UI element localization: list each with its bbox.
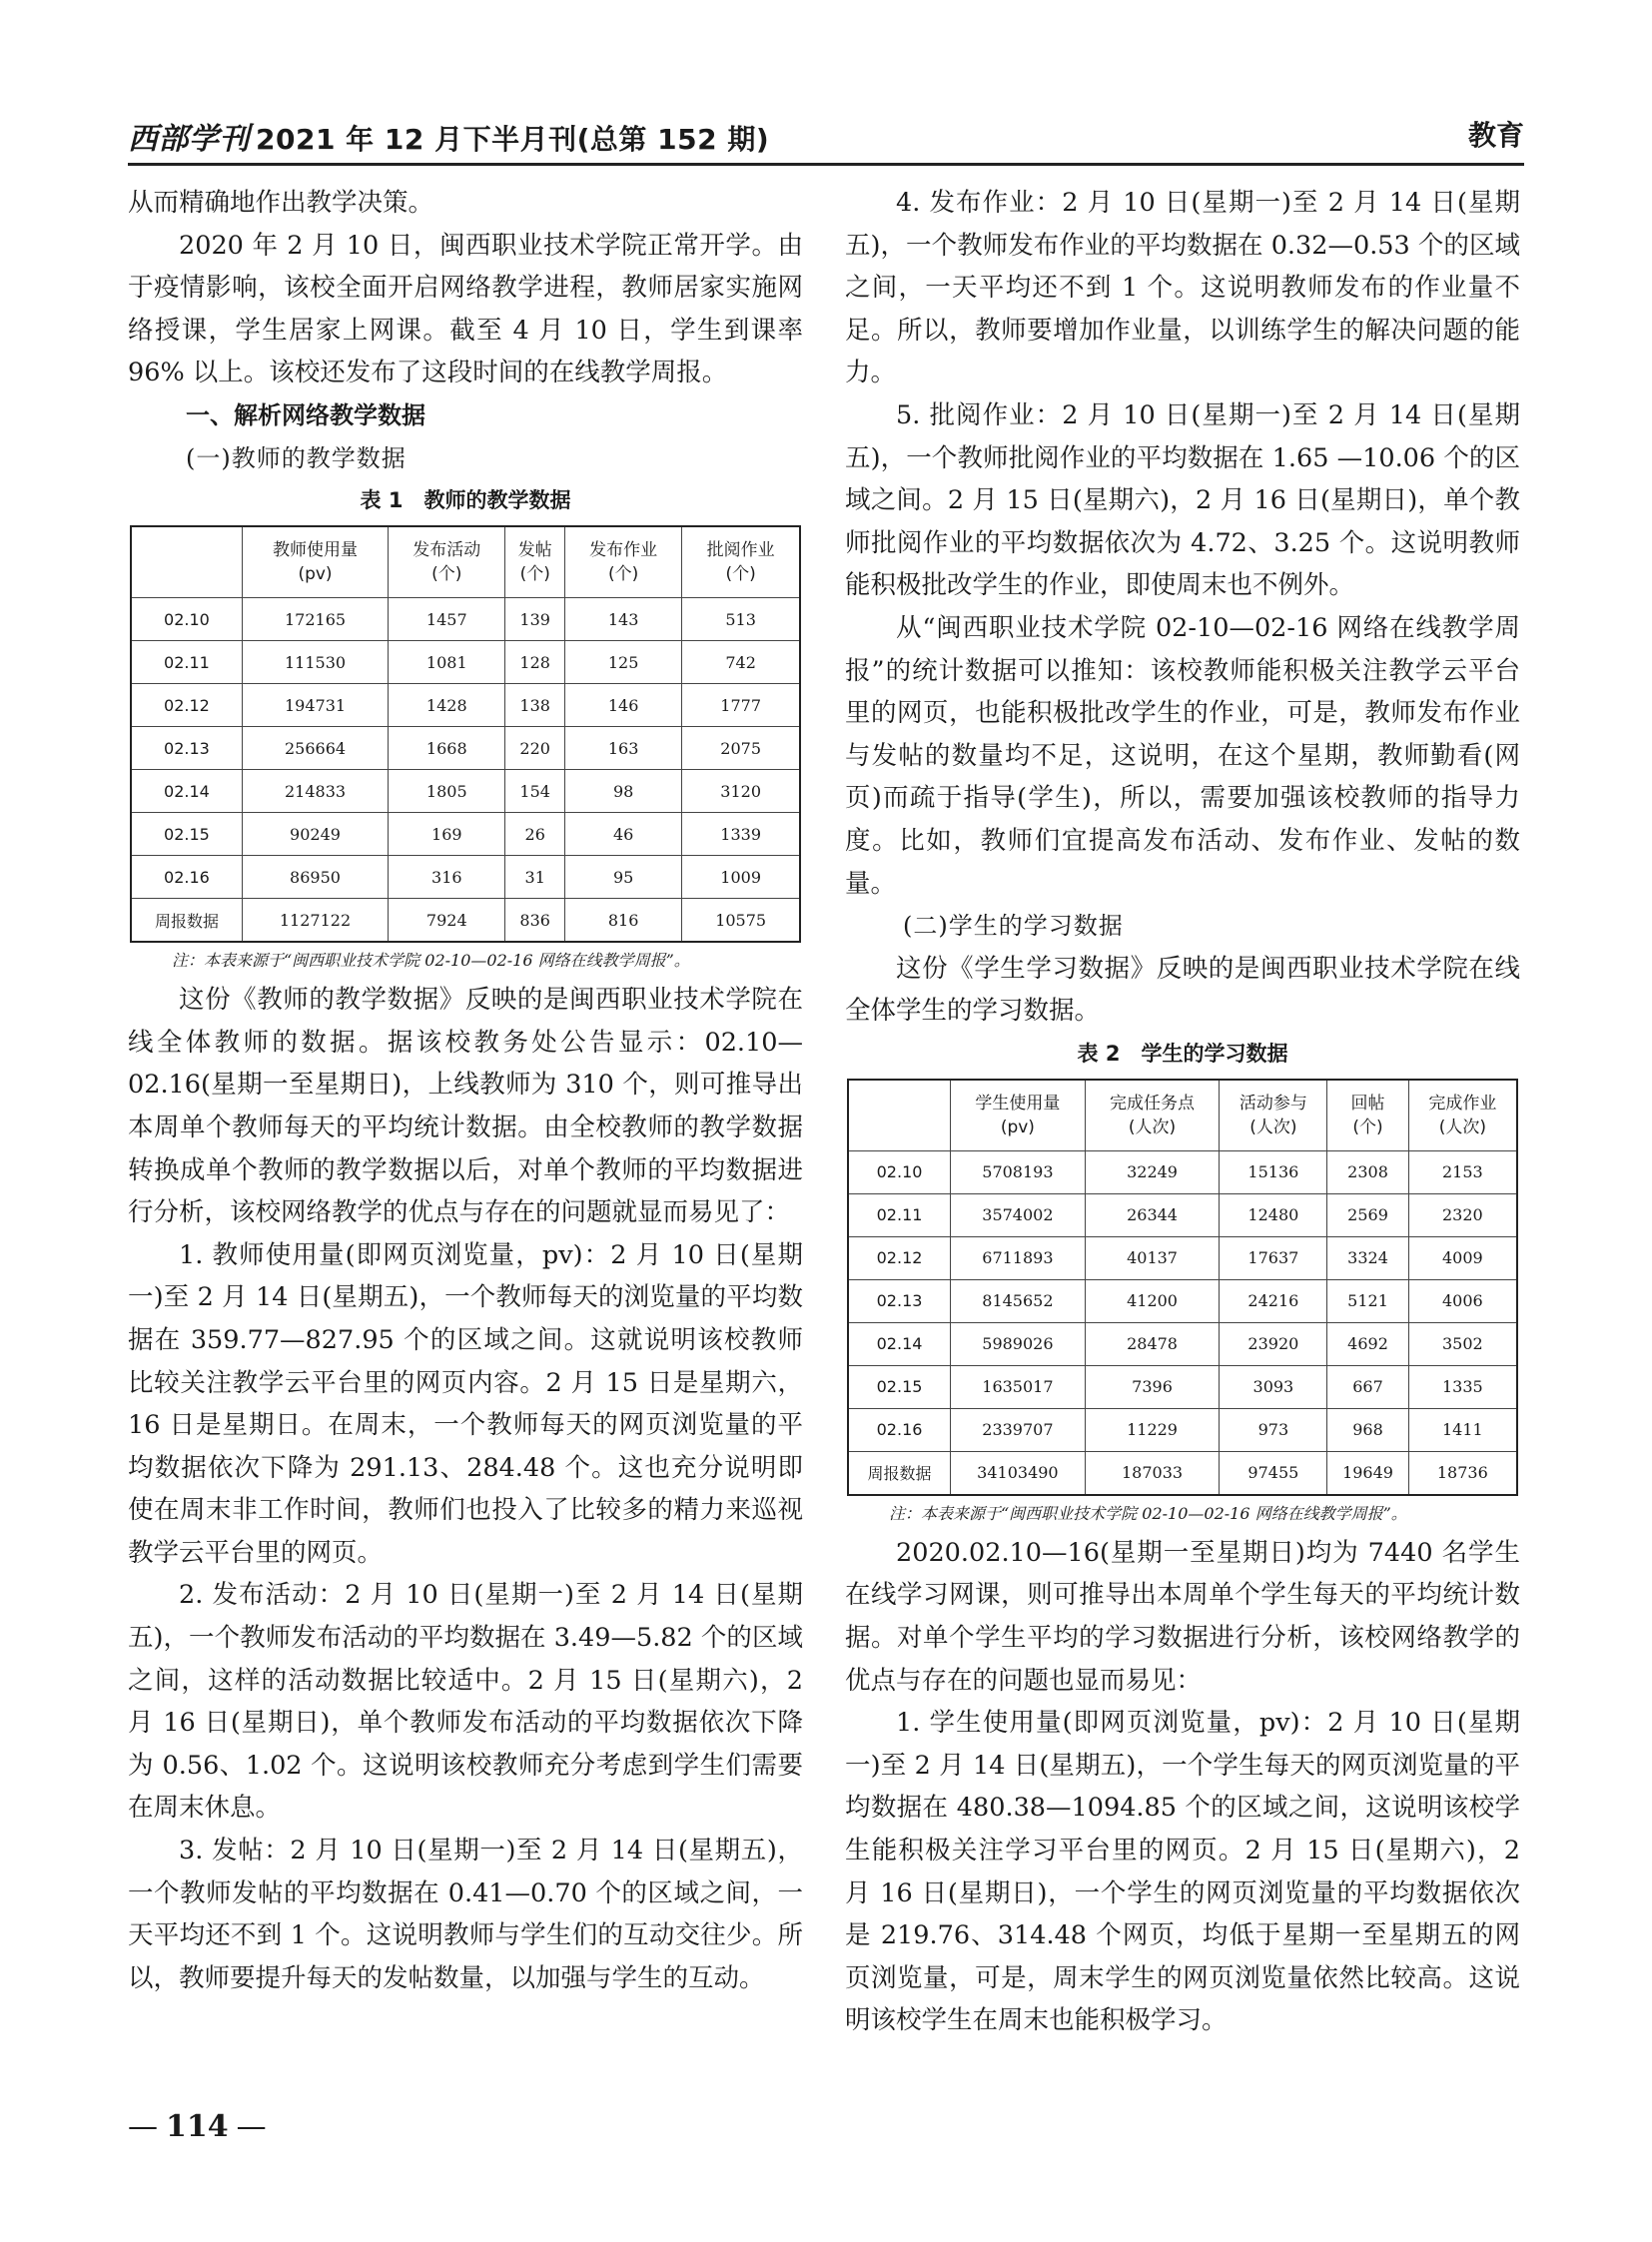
table-cell: 02.12	[848, 1236, 951, 1279]
table-cell: 02.15	[848, 1365, 951, 1408]
paragraph: 1. 教师使用量(即网页浏览量，pv)：2 月 10 日(星期一)至 2 月 14 日(星期五)，一个教师每天的浏览量的平均数据在 359.77—827.95 个的区域之间。这就说明该校教师比较关注教学云平台里的网页内容。2 月 15 日是星期六，16 日是星期日。在周末，一个教师每天的网页浏览量的平均数据依次下降为 291.13、284.48 个。这也充分说明即使在周末非工作时间，教师们也投入了比较多的精力来巡视教学云平台里的网页。	[128, 1239, 803, 1568]
table-cell: 02.14	[848, 1322, 951, 1365]
table-cell: 18736	[1408, 1451, 1517, 1495]
table-cell: 4009	[1408, 1236, 1517, 1279]
table-row	[848, 1365, 1517, 1408]
table-cell: 3324	[1327, 1236, 1408, 1279]
table-cell: 1339	[682, 813, 800, 856]
table-cell: 143	[564, 598, 681, 641]
page-header	[128, 112, 1524, 158]
table-cell: 5121	[1327, 1279, 1408, 1322]
table-row	[848, 1236, 1517, 1279]
table-cell: 194731	[242, 684, 388, 727]
table-cell: 26344	[1085, 1193, 1220, 1236]
table-row	[848, 1150, 1517, 1193]
paragraph: 5. 批阅作业：2 月 10 日(星期一)至 2 月 14 日(星期五)，一个教师批阅作业的平均数据在 1.65 —10.06 个的区域之间。2 月 15 日(星期六)，2 月 16 日(星期日)，单个教师批阅作业的平均数据依次为 4.72、3.25 个。这说明教师能积极批改学生的作业，即使周末也不例外。	[845, 399, 1520, 601]
table-cell: 3120	[682, 770, 800, 813]
section-label: 教育	[1467, 119, 1524, 152]
column-header	[848, 1080, 951, 1151]
student-data-table	[847, 1079, 1518, 1496]
table-cell: 316	[389, 856, 505, 899]
column-header: 发帖 (个)	[505, 526, 565, 598]
table-cell: 17637	[1220, 1236, 1327, 1279]
table-cell: 2153	[1408, 1150, 1517, 1193]
footer-dash: —	[128, 2109, 158, 2144]
table-cell: 02.15	[131, 813, 242, 856]
table-cell: 5708193	[951, 1150, 1086, 1193]
table-cell: 02.11	[131, 641, 242, 684]
journal-logo: 西部学刊	[128, 122, 250, 157]
table-cell: 2569	[1327, 1193, 1408, 1236]
table-cell: 2320	[1408, 1193, 1517, 1236]
table-cell: 1127122	[242, 899, 388, 943]
table-cell: 02.12	[131, 684, 242, 727]
table-cell: 90249	[242, 813, 388, 856]
paragraph: 3. 发帖：2 月 10 日(星期一)至 2 月 14 日(星期五)，一个教师发帖的平均数据在 0.41—0.70 个的区域之间，一天平均还不到 1 个。这说明教师与学生们的互动交往少。所以，教师要提升每天的发帖数量，以加强与学生的互动。	[128, 1836, 803, 1993]
paragraph: 从“闽西职业技术学院 02-10—02-16 网络在线教学周报”的统计数据可以推知：该校教师能积极关注教学云平台里的网页，也能积极批改学生的作业，可是，教师发布作业与发帖的数量均不足，这说明，在这个星期，教师勤看(网页)而疏于指导(学生)，所以，需要加强该校教师的指导力度。比如，教师们宜提高发布活动、发布作业、发帖的数量。	[845, 612, 1520, 899]
table-cell: 10575	[682, 899, 800, 943]
table-cell: 19649	[1327, 1451, 1408, 1495]
table-note: 注：本表来源于“闽西职业技术学院 02-10—02-16 网络在线教学周报”。	[889, 1503, 1407, 1523]
table-row	[848, 1451, 1517, 1495]
table-cell: 02.13	[848, 1279, 951, 1322]
table-cell: 23920	[1220, 1322, 1327, 1365]
table-caption: 表 2 学生的学习数据	[1077, 1041, 1288, 1066]
table-cell: 4692	[1327, 1322, 1408, 1365]
table-cell: 41200	[1085, 1279, 1220, 1322]
column-header: 完成任务点 (人次)	[1085, 1080, 1220, 1151]
table-cell: 97455	[1220, 1451, 1327, 1495]
subsection-heading: (一)教师的教学数据	[186, 443, 407, 472]
table-cell: 154	[505, 770, 565, 813]
page-footer	[128, 2109, 267, 2144]
column-header: 活动参与 (人次)	[1220, 1080, 1327, 1151]
issue-label: 2021 年 12 月下半月刊(总第 152 期)	[256, 123, 770, 156]
table-cell: 513	[682, 598, 800, 641]
table-cell: 86950	[242, 856, 388, 899]
table-cell: 256664	[242, 727, 388, 770]
paragraph: 2020 年 2 月 10 日，闽西职业技术学院正常开学。由于疫情影响，该校全面开启网络教学进程，教师居家实施网络授课，学生居家上网课。截至 4 月 10 日，学生到课率 96% 以上。该校还发布了这段时间的在线教学周报。	[128, 230, 803, 388]
paragraph: 这份《学生学习数据》反映的是闽西职业技术学院在线全体学生的学习数据。	[845, 953, 1520, 1027]
table-cell: 40137	[1085, 1236, 1220, 1279]
table-row	[848, 1193, 1517, 1236]
table-cell: 220	[505, 727, 565, 770]
table-cell: 15136	[1220, 1150, 1327, 1193]
table-row	[131, 598, 800, 641]
table-cell: 146	[564, 684, 681, 727]
table-cell: 5989026	[951, 1322, 1086, 1365]
column-header: 教师使用量 (pv)	[242, 526, 388, 598]
paragraph: 4. 发布作业：2 月 10 日(星期一)至 2 月 14 日(星期五)，一个教师发布作业的平均数据在 0.32—0.53 个的区域之间，一天平均还不到 1 个。这说明教师发布的作业量不足。所以，教师要增加作业量，以训练学生的解决问题的能力。	[845, 188, 1520, 388]
table-cell: 968	[1327, 1408, 1408, 1451]
table-cell: 125	[564, 641, 681, 684]
table-cell: 163	[564, 727, 681, 770]
table-cell: 1457	[389, 598, 505, 641]
table-cell: 2308	[1327, 1150, 1408, 1193]
table-cell: 32249	[1085, 1150, 1220, 1193]
teacher-data-table	[130, 525, 801, 943]
table-cell: 31	[505, 856, 565, 899]
table-cell: 34103490	[951, 1451, 1086, 1495]
table-cell: 1777	[682, 684, 800, 727]
table-row	[848, 1408, 1517, 1451]
table-cell: 1335	[1408, 1365, 1517, 1408]
table-cell: 816	[564, 899, 681, 943]
column-header	[131, 526, 242, 598]
table-cell: 46	[564, 813, 681, 856]
table-cell: 11229	[1085, 1408, 1220, 1451]
table-cell: 7396	[1085, 1365, 1220, 1408]
table-cell: 8145652	[951, 1279, 1086, 1322]
table-cell: 7924	[389, 899, 505, 943]
table-cell: 95	[564, 856, 681, 899]
table-cell: 02.10	[131, 598, 242, 641]
table-cell: 98	[564, 770, 681, 813]
paragraph: 从而精确地作出教学决策。	[128, 188, 434, 218]
table-caption: 表 1 教师的教学数据	[360, 488, 571, 513]
table-row	[848, 1279, 1517, 1322]
table-cell: 1428	[389, 684, 505, 727]
paragraph: 这份《教师的教学数据》反映的是闽西职业技术学院在线全体教师的数据。据该校教务处公告显示：02.10—02.16(星期一至星期日)，上线教师为 310 个，则可推导出本周单个教师每天的平均统计数据。由全校教师的教学数据转换成单个教师的教学数据以后，对单个教师的平均数据进行分析，该校网络教学的优点与存在的问题就显而易见了：	[128, 985, 803, 1228]
table-cell: 3574002	[951, 1193, 1086, 1236]
table-cell: 24216	[1220, 1279, 1327, 1322]
table-cell: 02.16	[848, 1408, 951, 1451]
left-column	[128, 182, 803, 1999]
table-cell: 3502	[1408, 1322, 1517, 1365]
table-cell: 128	[505, 641, 565, 684]
table-row	[131, 727, 800, 770]
table-cell: 1081	[389, 641, 505, 684]
table-cell: 28478	[1085, 1322, 1220, 1365]
table-cell: 02.11	[848, 1193, 951, 1236]
table-cell: 02.10	[848, 1150, 951, 1193]
table-row	[131, 641, 800, 684]
table-cell: 187033	[1085, 1451, 1220, 1495]
table-cell: 周报数据	[131, 899, 242, 943]
paragraph: 1. 学生使用量(即网页浏览量，pv)：2 月 10 日(星期一)至 2 月 14 日(星期五)，一个学生每天的网页浏览量的平均数据在 480.38—1094.85 个的区域之间，这说明该校学生能积极关注学习平台里的网页。2 月 15 日(星期六)，2 月 16 日(星期日)，一个学生的网页浏览量的平均数据依次是 219.76、314.48 个网页，均低于星期一至星期五的网页浏览量，可是，周末学生的网页浏览量依然比较高。这说明该校学生在周末也能积极学习。	[845, 1708, 1520, 2036]
table-cell: 6711893	[951, 1236, 1086, 1279]
column-header: 完成作业 (人次)	[1408, 1080, 1517, 1151]
table-row	[131, 899, 800, 943]
table-cell: 02.16	[131, 856, 242, 899]
table-cell: 26	[505, 813, 565, 856]
column-header: 发布作业 (个)	[564, 526, 681, 598]
journal-issue	[128, 114, 769, 158]
column-header: 发布活动 (个)	[389, 526, 505, 598]
table-cell: 1668	[389, 727, 505, 770]
table-cell: 742	[682, 641, 800, 684]
column-header: 回帖 (个)	[1327, 1080, 1408, 1151]
table-cell: 周报数据	[848, 1451, 951, 1495]
table-cell: 139	[505, 598, 565, 641]
table-cell: 172165	[242, 598, 388, 641]
table-cell: 1805	[389, 770, 505, 813]
table-row	[131, 856, 800, 899]
table-cell: 12480	[1220, 1193, 1327, 1236]
table-cell: 1411	[1408, 1408, 1517, 1451]
paragraph: 2020.02.10—16(星期一至星期日)均为 7440 名学生在线学习网课，则可推导出本周单个学生每天的平均统计数据。对单个学生平均的学习数据进行分析，该校网络教学的优点与存在的问题也显而易见：	[845, 1537, 1520, 1696]
paragraph: 2. 发布活动：2 月 10 日(星期一)至 2 月 14 日(星期五)，一个教师发布活动的平均数据在 3.49—5.82 个的区域之间，这样的活动数据比较适中。2 月 15 日(星期六)，2 月 16 日(星期日)，单个教师发布活动的平均数据依次下降为 0.56、1.02 个。这说明该校教师充分考虑到学生们需要在周末休息。	[128, 1580, 803, 1824]
subsection-heading: (二)学生的学习数据	[903, 912, 1124, 941]
section-heading: 一、解析网络教学数据	[186, 400, 425, 429]
table-cell: 3093	[1220, 1365, 1327, 1408]
table-cell: 02.13	[131, 727, 242, 770]
column-header: 学生使用量 (pv)	[951, 1080, 1086, 1151]
table-row	[131, 684, 800, 727]
table-cell: 214833	[242, 770, 388, 813]
table-cell: 1635017	[951, 1365, 1086, 1408]
table-cell: 1009	[682, 856, 800, 899]
page-number: 114	[166, 2109, 229, 2144]
table-cell: 973	[1220, 1408, 1327, 1451]
table-cell: 169	[389, 813, 505, 856]
table-cell: 836	[505, 899, 565, 943]
table-row	[131, 813, 800, 856]
table-row	[131, 770, 800, 813]
table-note: 注：本表来源于“闽西职业技术学院 02-10—02-16 网络在线教学周报”。	[172, 951, 690, 971]
table-cell: 667	[1327, 1365, 1408, 1408]
table-cell: 2339707	[951, 1408, 1086, 1451]
table-row	[848, 1322, 1517, 1365]
header-rule	[128, 163, 1524, 166]
right-column	[845, 182, 1520, 2042]
table-cell: 111530	[242, 641, 388, 684]
table-cell: 138	[505, 684, 565, 727]
column-header: 批阅作业 (个)	[682, 526, 800, 598]
table-cell: 02.14	[131, 770, 242, 813]
table-cell: 4006	[1408, 1279, 1517, 1322]
footer-dash: —	[236, 2109, 267, 2144]
table-cell: 2075	[682, 727, 800, 770]
